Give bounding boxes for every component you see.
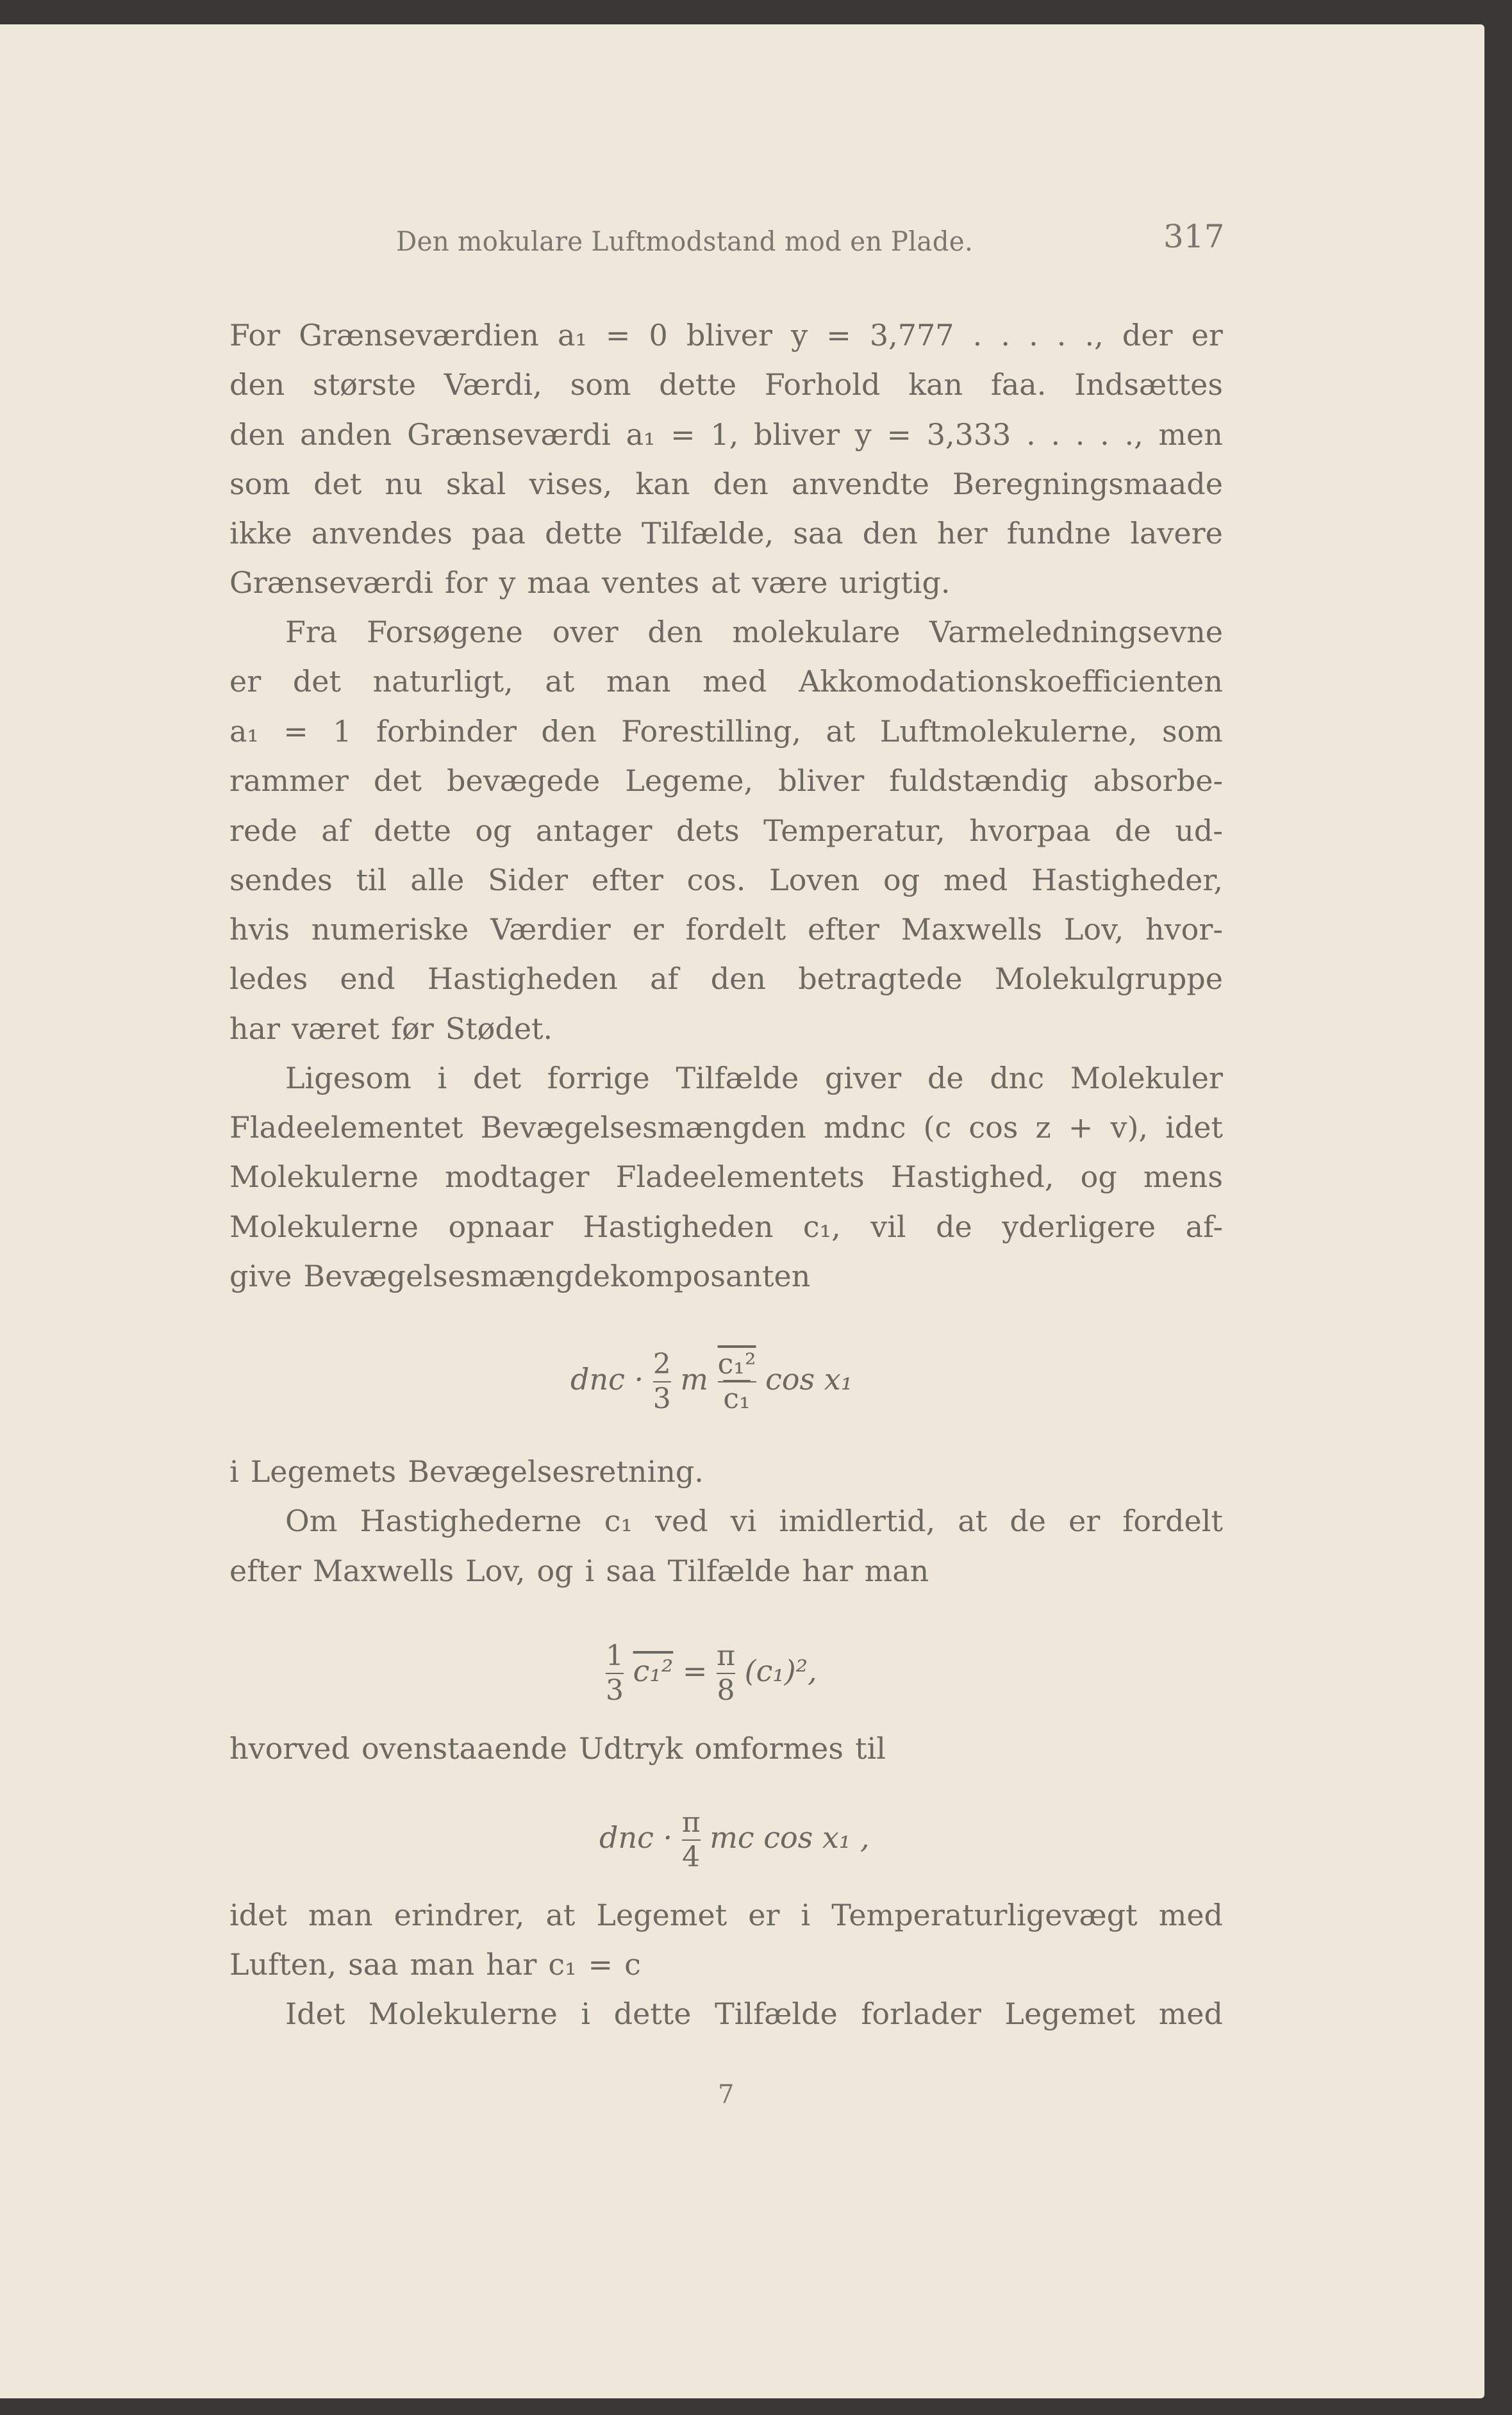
word: efter — [591, 863, 663, 897]
formula-prefix: dnc · — [599, 1820, 673, 1855]
text-line — [229, 565, 1223, 601]
word: saa — [793, 516, 843, 551]
word: i — [801, 1898, 811, 1932]
word: a₁ — [626, 417, 656, 452]
text-line — [229, 515, 1223, 551]
word: Molekulerne — [229, 1159, 419, 1194]
text-line — [229, 1109, 1223, 1145]
word: rede — [229, 813, 297, 848]
word: molekulare — [732, 615, 901, 649]
word: de — [1009, 1504, 1046, 1538]
word: alle — [410, 863, 465, 897]
formula-suffix: mc cos x₁ , — [710, 1820, 870, 1855]
word: hvis — [229, 912, 290, 947]
word: = — [886, 417, 912, 452]
word: men — [1158, 417, 1223, 452]
word: den — [710, 961, 767, 996]
text-line — [229, 466, 1223, 502]
word: forrige — [547, 1061, 650, 1095]
numerator: 2 — [652, 1348, 671, 1381]
word: 1 — [333, 714, 352, 749]
word: efter — [808, 912, 879, 947]
word: For — [229, 318, 281, 353]
word: den — [229, 367, 285, 402]
word: hvorpaa — [969, 813, 1091, 848]
word: Grænseværdi — [229, 565, 433, 600]
word: . — [972, 318, 983, 353]
word: omformes — [694, 1731, 843, 1766]
word: hvorved — [229, 1731, 350, 1766]
word: vil — [870, 1209, 906, 1244]
text-line — [229, 911, 1223, 947]
word: nu — [385, 467, 423, 501]
word: rammer — [229, 763, 349, 798]
word: Hastigheden — [427, 961, 618, 996]
word: man — [410, 1947, 475, 1982]
word: yderligere — [1002, 1209, 1156, 1244]
text-line — [285, 1503, 1223, 1539]
text-line — [229, 1209, 1223, 1245]
word: . — [1051, 417, 1061, 452]
word: har — [229, 1011, 281, 1046]
formula-prefix: dnc · — [570, 1362, 644, 1397]
word: som — [570, 367, 631, 402]
text-line — [229, 763, 1223, 799]
word: vises, — [529, 467, 613, 501]
word: er — [632, 912, 664, 947]
word: største — [313, 367, 417, 402]
word: Forestilling, — [621, 714, 802, 749]
word: absorbe- — [1093, 763, 1223, 798]
word: mens — [1143, 1159, 1223, 1194]
word: maa — [527, 565, 590, 600]
word: ventes — [602, 565, 700, 600]
word: v), — [1110, 1110, 1149, 1145]
word: dette — [374, 813, 451, 848]
formula-suffix: cos x₁ — [765, 1362, 853, 1397]
word: fundne — [1006, 516, 1111, 551]
word: Beregningsmaade — [952, 467, 1223, 501]
lhs-term: c₁² — [633, 1654, 674, 1688]
text-line — [229, 1897, 1223, 1933]
word: . — [1001, 318, 1010, 353]
word: Værdi, — [444, 367, 542, 402]
word: Legemet — [596, 1898, 727, 1932]
word: Fladeelementets — [615, 1159, 865, 1194]
word: saa — [606, 1554, 656, 1588]
word: har — [802, 1554, 853, 1588]
fraction-c1-squared-over-c1 — [718, 1349, 756, 1415]
word: lavere — [1130, 516, 1223, 551]
text-line — [229, 417, 1223, 452]
word: der — [1122, 318, 1173, 353]
word: det — [472, 1061, 522, 1095]
text-line — [229, 317, 1223, 353]
word: Ligesom — [285, 1061, 411, 1095]
word: Hastigheden — [583, 1209, 774, 1244]
word: og — [536, 1554, 574, 1588]
formula-transformed-expression — [599, 1807, 870, 1873]
word: Fra — [285, 615, 338, 649]
word: fordelt — [685, 912, 786, 947]
text-line — [229, 367, 1223, 402]
text-line — [229, 813, 1223, 849]
word: har — [486, 1947, 537, 1982]
word: c₁ — [604, 1504, 633, 1538]
word: Sider — [488, 863, 569, 897]
word: at — [545, 1898, 576, 1932]
word: som — [229, 467, 290, 501]
denominator: c₁ — [723, 1382, 751, 1415]
word: bliver — [754, 417, 840, 452]
word: 0 — [649, 318, 668, 353]
word: og — [883, 863, 920, 897]
word: sendes — [229, 863, 333, 897]
word: modtager — [445, 1159, 590, 1194]
word: før — [390, 1011, 434, 1046]
text-line — [229, 961, 1223, 997]
fraction-pi-over-eight — [717, 1641, 735, 1706]
word: y — [791, 318, 808, 353]
word: Bevægelsesmængdekomposanten — [303, 1259, 811, 1293]
word: Hastighed, — [890, 1159, 1054, 1194]
word: 3,333 — [926, 417, 1011, 452]
word: er — [1068, 1504, 1101, 1538]
word: dette — [545, 516, 622, 551]
word: som — [1161, 714, 1223, 749]
word: saa — [348, 1947, 399, 1982]
numerator: c₁² — [717, 1348, 756, 1381]
mass-symbol: m — [680, 1362, 708, 1397]
word: Molekulerne — [368, 1996, 558, 2031]
word: c₁ — [548, 1947, 577, 1982]
word: Legemet — [1004, 1996, 1136, 2031]
word: ikke — [229, 516, 292, 551]
word: Værdier — [490, 912, 611, 947]
word: den — [713, 467, 768, 501]
word: ved — [654, 1504, 708, 1538]
word: erindrer, — [394, 1898, 525, 1932]
text-line — [229, 663, 1223, 699]
formula-momentum-component — [570, 1349, 852, 1415]
word: for — [444, 565, 488, 600]
word: cos. — [686, 863, 746, 897]
word: den — [647, 615, 703, 649]
word: skal — [445, 467, 506, 501]
word: Lov, — [1063, 912, 1124, 947]
word: ledes — [229, 961, 308, 996]
formula-maxwell-relation — [606, 1641, 817, 1706]
text-line — [285, 1060, 1223, 1096]
word: det — [292, 664, 341, 699]
word: z — [1035, 1110, 1051, 1145]
word: Luftmolekulerne, — [879, 714, 1138, 749]
word: c₁, — [802, 1209, 841, 1244]
text-line — [229, 1159, 1223, 1195]
word: a₁ — [557, 318, 587, 353]
word: dnc — [990, 1061, 1045, 1095]
word: . — [1026, 417, 1036, 452]
word: Hastighederne — [360, 1504, 582, 1538]
word: Idet — [285, 1996, 345, 2031]
word: anden — [300, 417, 392, 452]
word: forbinder — [376, 714, 517, 749]
word: naturligt, — [372, 664, 513, 699]
text-line — [229, 1553, 1223, 1589]
numerator: π — [717, 1639, 735, 1672]
denominator: 8 — [717, 1674, 735, 1707]
word: den — [862, 516, 918, 551]
word: kan — [635, 467, 690, 501]
word: til — [356, 863, 387, 897]
word: giver — [824, 1061, 902, 1095]
word: Temperatur, — [763, 813, 945, 848]
word: forlader — [861, 1996, 981, 2031]
word: af — [650, 961, 679, 996]
word: Lov, — [465, 1554, 526, 1588]
word: (c — [923, 1110, 952, 1145]
text-line — [229, 1011, 1223, 1047]
word: . — [1056, 318, 1067, 353]
word: Tilfælde — [667, 1554, 791, 1588]
word: Fladeelementet — [229, 1110, 463, 1145]
word: det — [373, 763, 422, 798]
word: med — [702, 664, 767, 699]
word: Forhold — [764, 367, 881, 402]
word: Hastigheder, — [1031, 863, 1223, 897]
word: den — [229, 417, 285, 452]
word: = — [670, 417, 695, 452]
word: = — [605, 318, 631, 353]
word: betragtede — [798, 961, 963, 996]
word: Forsøgene — [367, 615, 523, 649]
word: Stødet. — [445, 1011, 553, 1046]
word: end — [340, 961, 395, 996]
running-title: Den mokulare Luftmodstand mod en Plade. — [396, 226, 974, 257]
word: i — [229, 1454, 239, 1489]
word: det — [313, 467, 362, 501]
word: y — [499, 565, 516, 600]
word: de — [927, 1061, 964, 1095]
word: Grænseværdi — [407, 417, 611, 452]
word: bevægede — [447, 763, 601, 798]
word: er — [1191, 318, 1223, 353]
word: c — [624, 1947, 641, 1982]
word: bliver — [686, 318, 772, 353]
word: man — [606, 664, 671, 699]
word: Om — [285, 1504, 338, 1538]
denominator: 3 — [652, 1382, 671, 1415]
word: med — [1158, 1996, 1223, 2031]
word: vi — [730, 1504, 757, 1538]
word: Udtryk — [578, 1731, 683, 1766]
word: i — [581, 1996, 591, 2031]
word: cos — [968, 1110, 1018, 1145]
word: idet — [1165, 1110, 1223, 1145]
word: . — [1075, 417, 1085, 452]
word: bliver — [778, 763, 865, 798]
text-line — [229, 1454, 1223, 1490]
word: over — [552, 615, 619, 649]
word: fordelt — [1122, 1504, 1223, 1538]
word: Loven — [769, 863, 860, 897]
word: Legeme, — [625, 763, 754, 798]
word: hvor- — [1145, 912, 1223, 947]
word: Molekuler — [1070, 1061, 1223, 1095]
word: man — [864, 1554, 929, 1588]
word: 3,777 — [869, 318, 954, 353]
word: paa — [471, 516, 526, 551]
word: efter — [229, 1554, 301, 1588]
word: 1, — [710, 417, 739, 452]
word: urigtig. — [839, 565, 951, 600]
word: give — [229, 1259, 292, 1293]
word: er — [229, 664, 262, 699]
fraction-one-third — [606, 1641, 624, 1706]
signature-mark: 7 — [718, 2080, 735, 2109]
word: Varmeledningsevne — [929, 615, 1223, 649]
word: og — [1080, 1159, 1117, 1194]
word: dette — [613, 1996, 692, 2031]
word: Molekulerne — [229, 1209, 419, 1244]
text-line — [285, 614, 1223, 650]
word: idet — [229, 1898, 287, 1932]
word: at — [958, 1504, 988, 1538]
word: Maxwells — [901, 912, 1042, 947]
numerator: π — [681, 1806, 701, 1839]
fraction-two-thirds — [653, 1349, 671, 1415]
word: = — [826, 318, 851, 353]
word: at — [711, 565, 741, 600]
word: her — [936, 516, 988, 551]
word: Indsættes — [1074, 367, 1223, 402]
word: Legemets — [250, 1454, 397, 1489]
text-line — [285, 1996, 1223, 2032]
word: mdnc — [824, 1110, 906, 1145]
word: kan — [908, 367, 963, 402]
word: dette — [659, 367, 737, 402]
word: Tilfælde, — [641, 516, 774, 551]
word: været — [292, 1011, 379, 1046]
word: imidlertid, — [779, 1504, 936, 1538]
word: de — [1115, 813, 1151, 848]
word: Tilfælde — [676, 1061, 799, 1095]
word: faa. — [990, 367, 1047, 402]
word: . — [1029, 318, 1038, 353]
word: de — [936, 1209, 972, 1244]
word: Maxwells — [312, 1554, 454, 1588]
word: at — [545, 664, 575, 699]
numerator: 1 — [606, 1639, 624, 1672]
word: af- — [1185, 1209, 1223, 1244]
equals-sign: = — [682, 1654, 708, 1688]
word: at — [826, 714, 856, 749]
denominator: 4 — [682, 1841, 701, 1873]
text-line — [229, 1946, 1223, 1982]
word: anvendte — [791, 467, 929, 501]
word: er — [748, 1898, 780, 1932]
word: fuldstændig — [889, 763, 1068, 798]
word: af — [321, 813, 350, 848]
rhs-term: (c₁)², — [744, 1654, 817, 1688]
word: numeriske — [311, 912, 469, 947]
word: man — [308, 1898, 373, 1932]
word: anvendes — [311, 516, 453, 551]
word: Temperaturligevægt — [831, 1898, 1138, 1932]
word: i — [585, 1554, 595, 1588]
word: med — [1158, 1898, 1223, 1932]
word: Bevægelsesmængden — [480, 1110, 806, 1145]
word: Luften, — [229, 1947, 337, 1982]
word: med — [943, 863, 1008, 897]
word: til — [855, 1731, 886, 1766]
text-line — [229, 1730, 1223, 1766]
word: = — [283, 714, 308, 749]
word: Akkomodationskoefficienten — [799, 664, 1223, 699]
word: + — [1068, 1110, 1093, 1145]
word: og — [475, 813, 512, 848]
word: være — [752, 565, 828, 600]
denominator: 3 — [606, 1674, 624, 1707]
word: Grænseværdien — [299, 318, 539, 353]
page-number: 317 — [1163, 218, 1225, 255]
fraction-pi-over-four — [682, 1807, 701, 1873]
text-line — [229, 713, 1223, 749]
word: den — [541, 714, 597, 749]
word: antager — [535, 813, 652, 848]
text-line — [229, 862, 1223, 898]
word: dets — [676, 813, 740, 848]
word: Tilfælde — [715, 1996, 838, 2031]
word: Molekulgruppe — [994, 961, 1223, 996]
word: . — [1100, 417, 1109, 452]
text-line — [229, 1258, 1223, 1294]
word: a₁ — [229, 714, 259, 749]
word: ud- — [1175, 813, 1223, 848]
word: i — [437, 1061, 447, 1095]
word: opnaar — [448, 1209, 554, 1244]
word: y — [854, 417, 872, 452]
word: Bevægelsesretning. — [408, 1454, 704, 1489]
word: ., — [1084, 318, 1104, 353]
word: = — [588, 1947, 613, 1982]
word: ., — [1124, 417, 1143, 452]
word: ovenstaaende — [361, 1731, 567, 1766]
